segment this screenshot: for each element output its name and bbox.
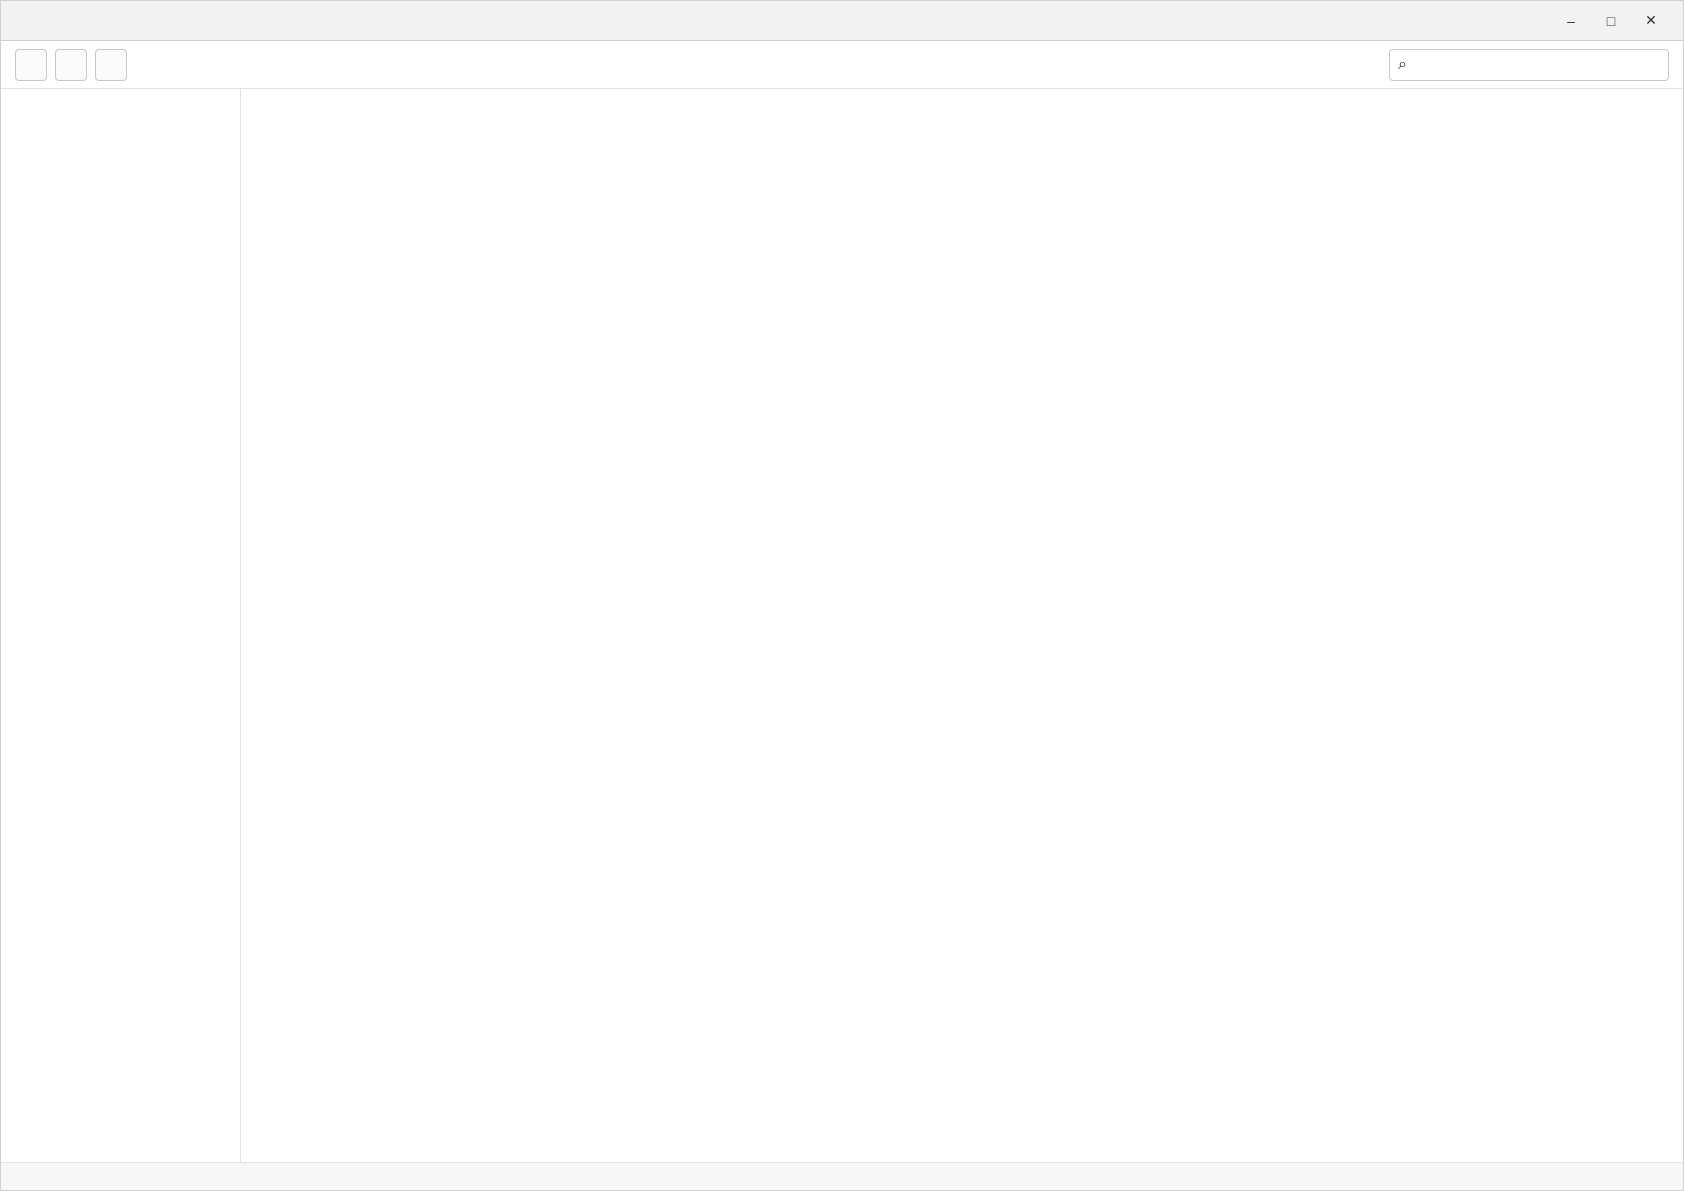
status-bar [1,1162,1683,1190]
search-box [1389,49,1669,81]
maximize-icon[interactable]: □ [1606,12,1616,29]
toolbar-button-2[interactable] [55,49,87,81]
toolbar [1,41,1683,89]
toolbar-button-3[interactable] [95,49,127,81]
main-panel [241,89,1683,1162]
content-area [1,89,1683,1162]
toolbar-button-1[interactable] [15,49,47,81]
minimize-icon[interactable]: – [1567,12,1575,29]
sidebar [1,89,241,1162]
window-controls [1553,7,1669,35]
close-icon[interactable]: ✕ [1645,12,1657,28]
search-input[interactable] [1413,56,1660,73]
title-bar [1,1,1683,41]
search-icon: ⌕ [1398,55,1407,73]
